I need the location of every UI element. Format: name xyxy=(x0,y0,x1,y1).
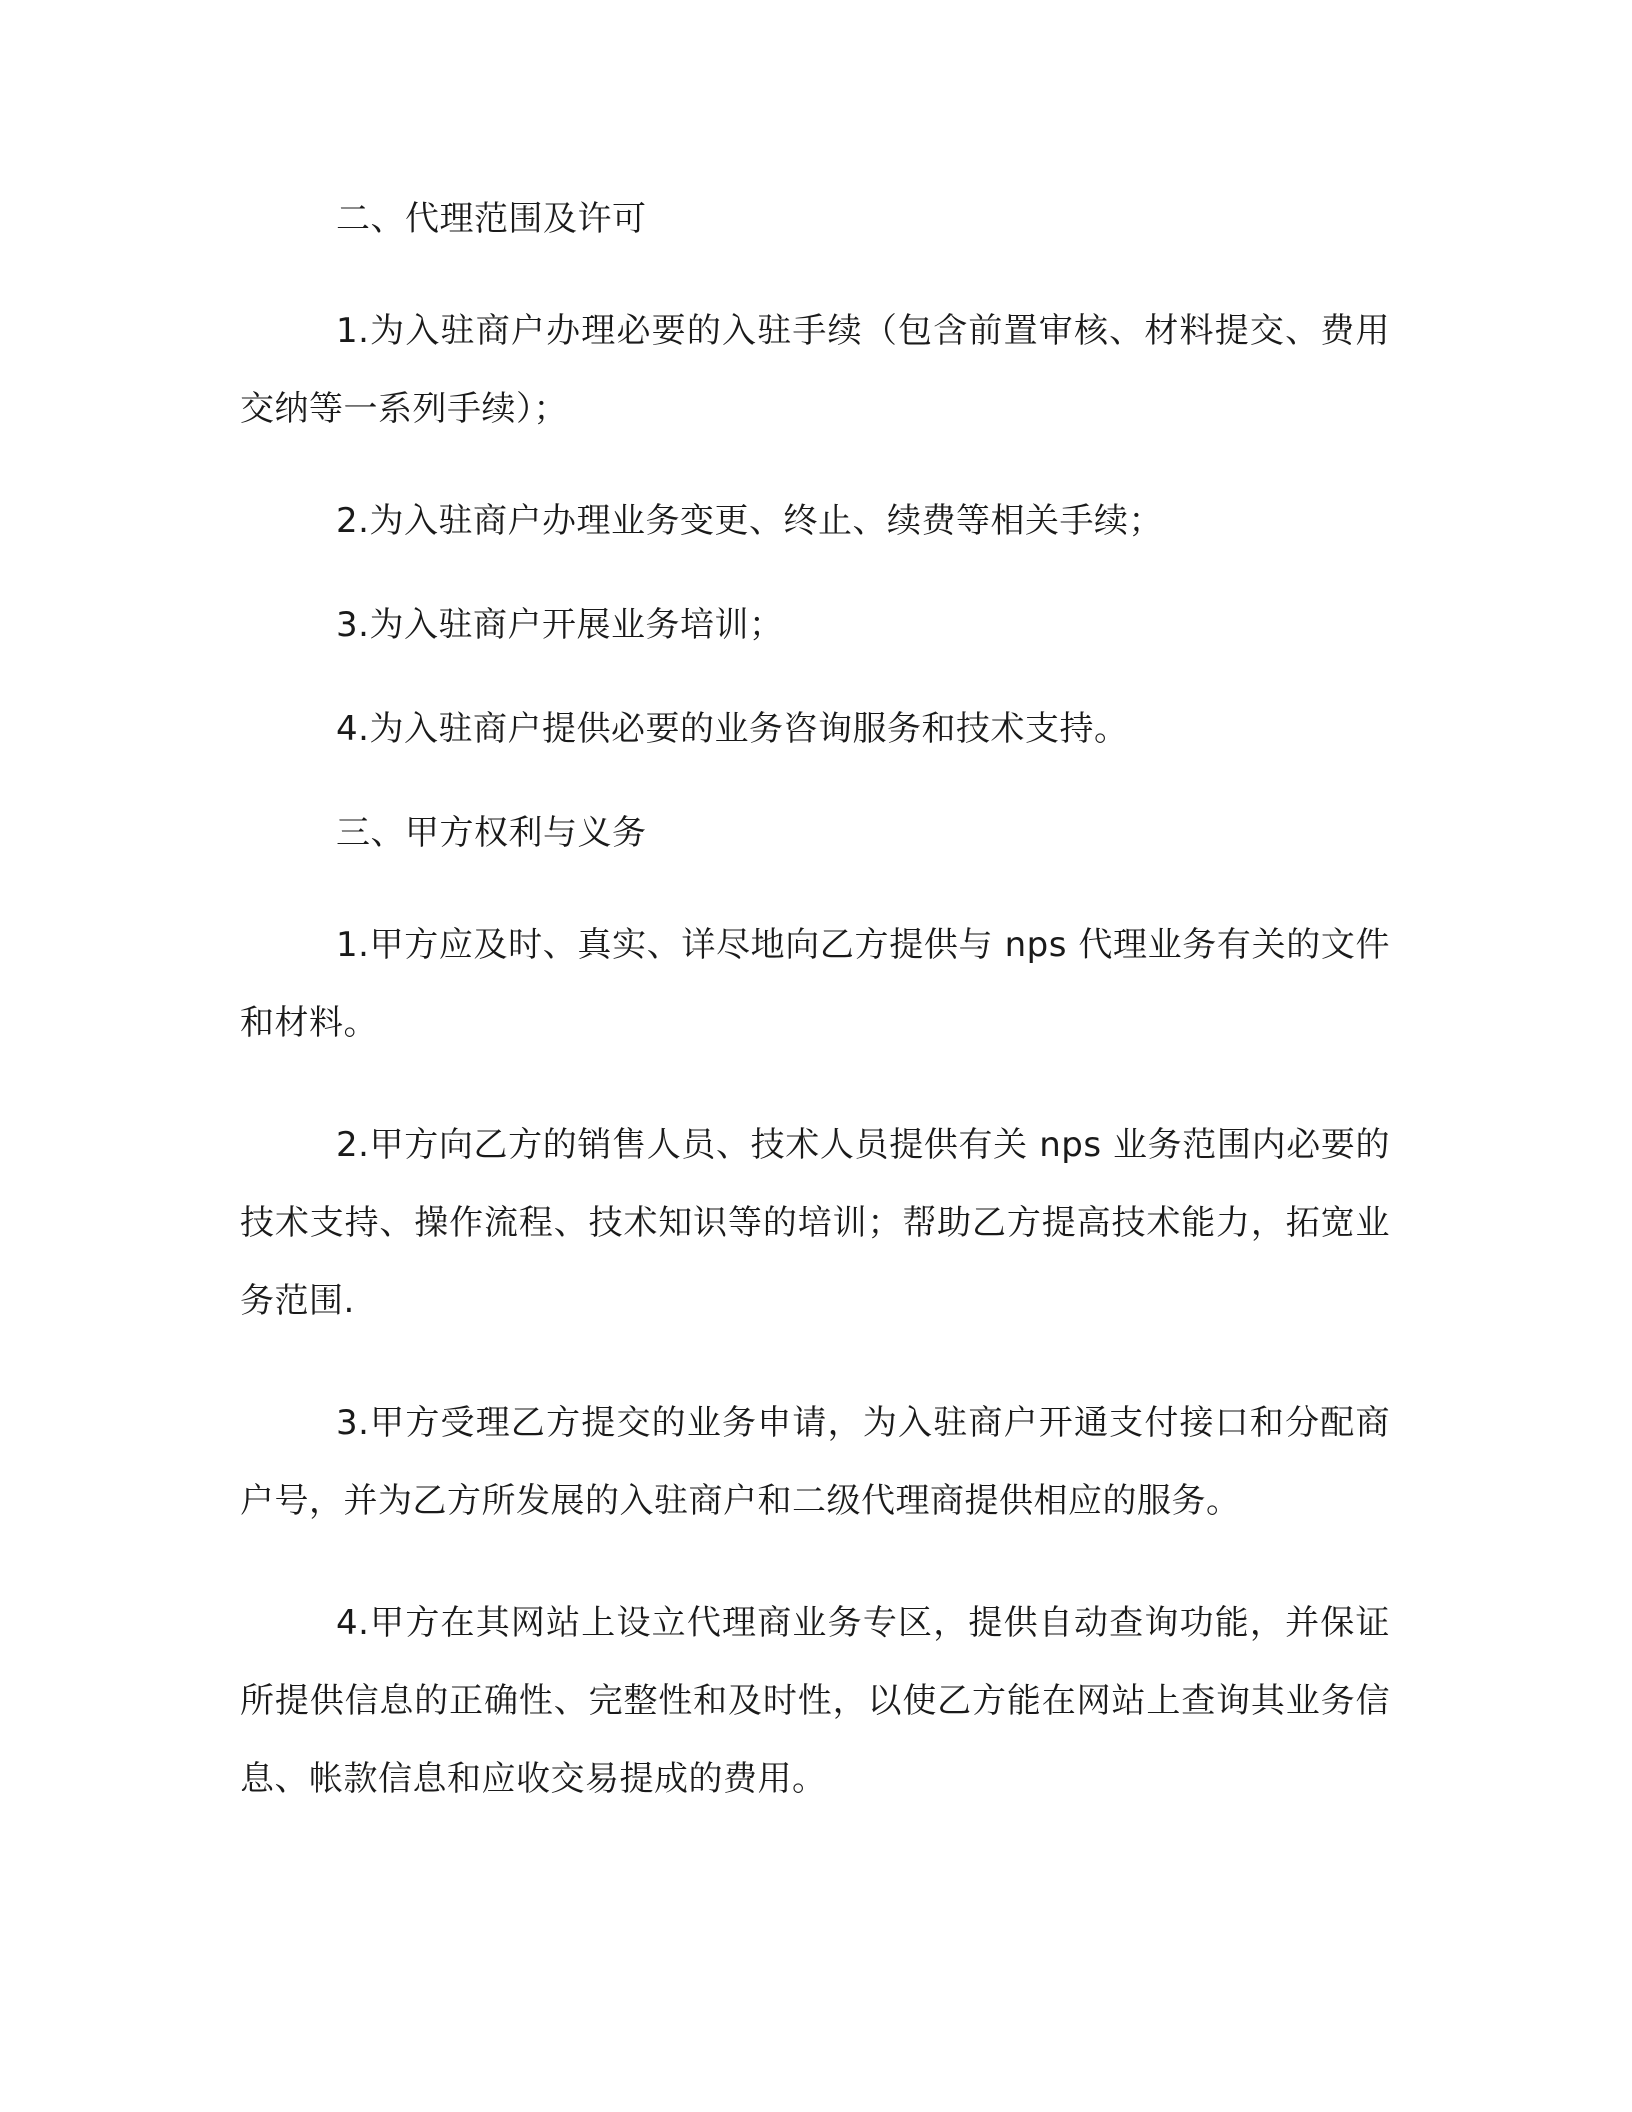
scope-item-3: 3.为入驻商户开展业务培训； xyxy=(336,605,784,645)
party-a-item-1: 1.甲方应及时、真实、详尽地向乙方提供与 nps 代理业务有关的文件和材料。 xyxy=(240,925,1390,1043)
scope-item-1: 1.为入驻商户办理必要的入驻手续（包含前置审核、材料提交、费用交纳等一系列手续）； xyxy=(240,311,1390,429)
document-body xyxy=(240,190,1390,1862)
section-heading-party-a: 三、甲方权利与义务 xyxy=(336,813,647,853)
party-a-item-3: 3.甲方受理乙方提交的业务申请，为入驻商户开通支付接口和分配商户号，并为乙方所发展的入驻商户和二级代理商提供相应的服务。 xyxy=(240,1403,1390,1521)
section-heading-scope: 二、代理范围及许可 xyxy=(336,199,647,239)
party-a-item-4: 4.甲方在其网站上设立代理商业务专区，提供自动查询功能，并保证所提供信息的正确性、完整性和及时性，以使乙方能在网站上查询其业务信息、帐款信息和应收交易提成的费用。 xyxy=(240,1603,1390,1799)
scope-item-2: 2.为入驻商户办理业务变更、终止、续费等相关手续； xyxy=(336,501,1163,541)
scope-item-4: 4.为入驻商户提供必要的业务咨询服务和技术支持。 xyxy=(336,709,1129,749)
party-a-item-2: 2.甲方向乙方的销售人员、技术人员提供有关 nps 业务范围内必要的技术支持、操作流程、技术知识等的培训；帮助乙方提高技术能力，拓宽业务范围. xyxy=(240,1125,1390,1321)
